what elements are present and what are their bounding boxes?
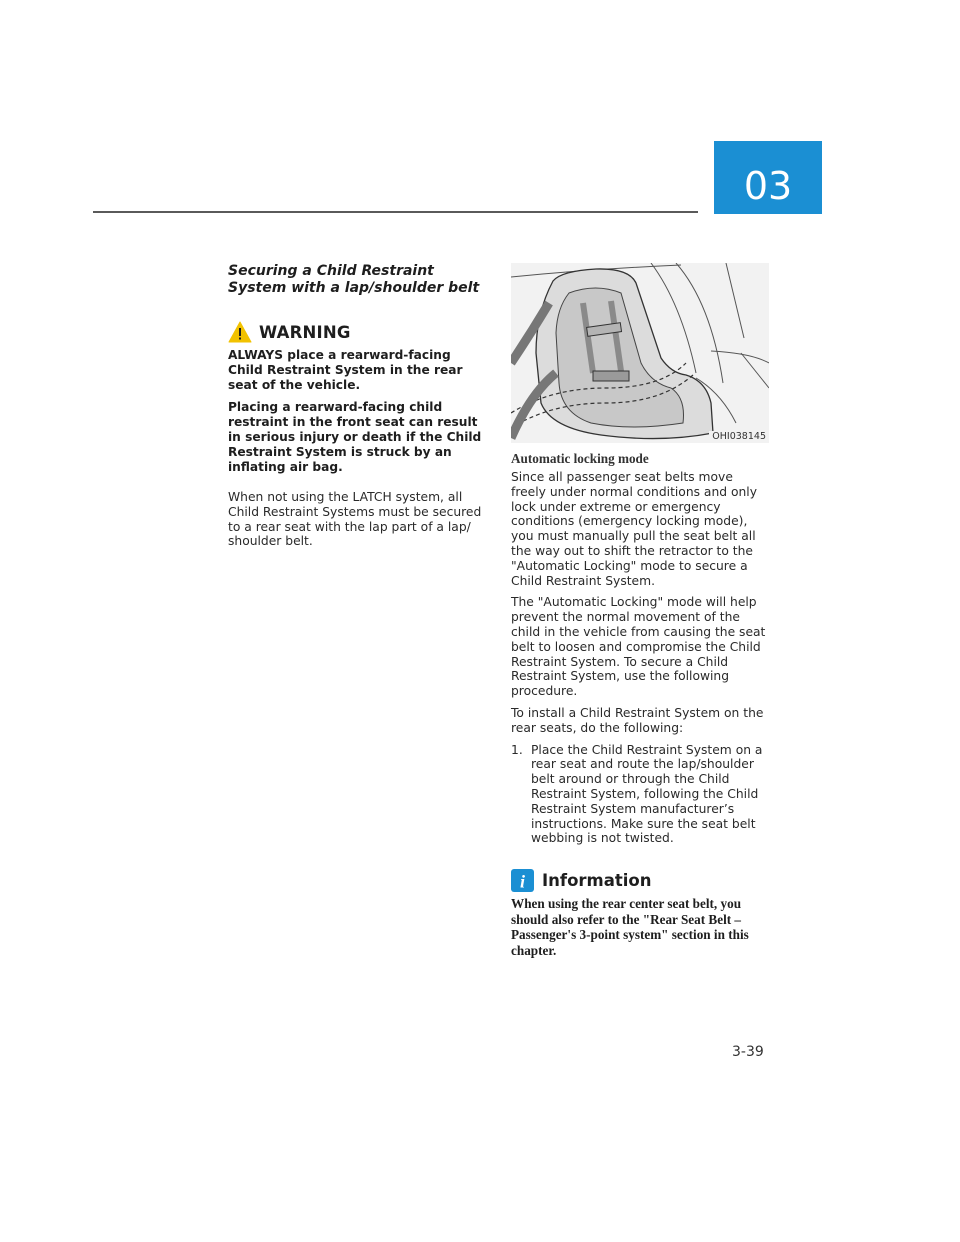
list-item <box>511 743 769 847</box>
header-rule <box>93 211 698 213</box>
warning-icon <box>228 321 252 343</box>
child-seat-drawing <box>511 263 769 443</box>
step-number: 1. <box>511 742 523 757</box>
left-column <box>228 263 488 556</box>
chapter-tab <box>714 141 822 214</box>
warning-label: WARNING <box>259 322 351 342</box>
warning-paragraph: Placing a rearward-facing child restraint in the front seat can result in serious injury or death if the Child Restraint System is struck by an inflating air bag. <box>228 400 482 474</box>
body-paragraph: The "Automatic Locking" mode will help prevent the normal movement of the child in the vehicle from causing the seat belt to loosen and compromise the Child Restraint System. To secure a Child Restraint System, use the following procedure. <box>511 595 766 699</box>
svg-text:i: i <box>519 871 526 892</box>
figure-code: OHI038145 <box>709 431 766 442</box>
child-seat-illustration <box>511 263 769 443</box>
information-header <box>511 869 769 892</box>
warning-header <box>228 321 488 343</box>
information-icon <box>511 869 534 892</box>
body-paragraph: To install a Child Restraint System on the rear seats, do the following: <box>511 705 764 735</box>
body-paragraph: Since all passenger seat belts move freely under normal conditions and only lock under extreme or emergency conditions (emergency locking mode), you must manually pull the seat belt all the way out to shift the retractor to the "Automatic Locking" mode to secure a Child Restraint System. <box>511 470 757 588</box>
body-paragraph: When not using the LATCH system, all Child Restraint Systems must be secured to a rear seat with the lap part of a lap/ shoulder belt. <box>228 490 482 549</box>
warning-paragraph: ALWAYS place a rearward-facing Child Restraint System in the rear seat of the vehicle. <box>228 348 463 392</box>
information-label: Information <box>542 871 652 891</box>
figure-caption: Automatic locking mode <box>511 451 649 466</box>
step-text: Place the Child Restraint System on a rear seat and route the lap/shoulder belt around or through the Child Restraint System, following the Child Restraint System manufacturer’s instructions. Make sure the seat belt webbing is not twisted. <box>531 742 763 846</box>
chapter-number: 03 <box>743 164 793 208</box>
information-text: When using the rear center seat belt, you should also refer to the "Rear Seat Belt – Passenger's 3-point system" section in this chapter. <box>511 896 749 958</box>
page-number: 3-39 <box>732 1044 764 1060</box>
right-column <box>511 263 769 958</box>
section-title: Securing a Child Restraint System with a lap/shoulder belt <box>228 263 480 296</box>
